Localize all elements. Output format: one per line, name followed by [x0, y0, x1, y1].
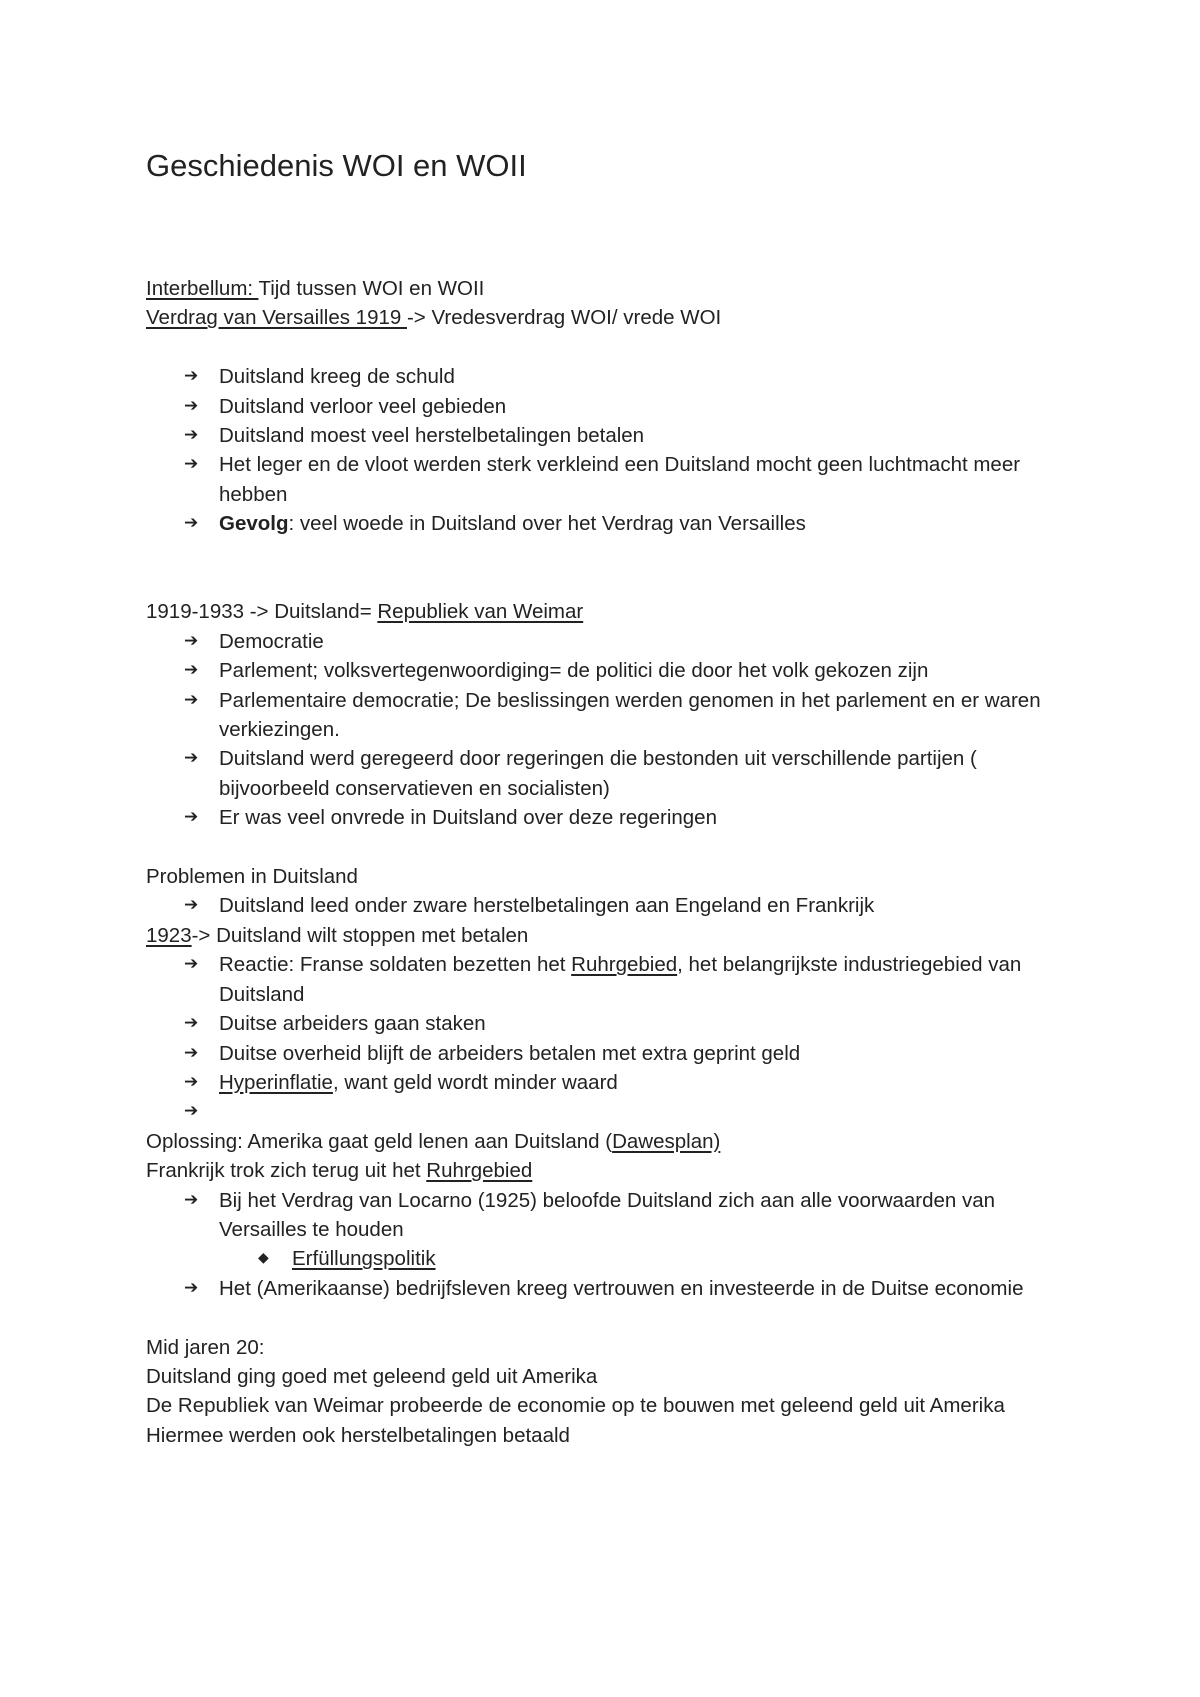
- list-item: ➔ Het leger en de vloot werden sterk verkleind een Duitsland mocht geen luchtmacht meer hebben: [146, 450, 1076, 509]
- dawesplan-link: Dawesplan): [612, 1129, 721, 1153]
- interbellum-line: [146, 274, 1076, 303]
- mid-line-2: De Republiek van Weimar probeerde de economie op te bouwen met geleend geld uit Amerika: [146, 1394, 1005, 1418]
- arrow-bullet-icon: ➔: [184, 660, 199, 681]
- list-item: ➔ Democratie: [146, 627, 1076, 656]
- gevolg-item: ➔ Gevolg: veel woede in Duitsland over het Verdrag van Versailles: [146, 509, 1076, 538]
- weimar-link: Republiek van Weimar: [377, 600, 584, 624]
- arrow-bullet-icon: ➔: [184, 425, 199, 446]
- document-body: [146, 274, 1076, 1450]
- arrow-bullet-icon: ➔: [184, 1042, 199, 1063]
- problemen-list: [146, 891, 1076, 920]
- arrow-bullet-icon: ➔: [184, 366, 199, 387]
- sub-list-item: [146, 1244, 1076, 1273]
- arrow-bullet-icon: ➔: [184, 895, 199, 916]
- spacer: [146, 333, 1076, 362]
- list-item: ➔ Hyperinflatie, want geld wordt minder waard: [146, 1068, 1076, 1097]
- arrow-bullet-icon: ➔: [184, 954, 199, 975]
- list-item: ➔ Reactie: Franse soldaten bezetten het Ruhrgebied, het belangrijkste industriegebied van Duitsland: [146, 950, 1076, 1009]
- list-item: ➔ Duitsland leed onder zware herstelbetalingen aan Engeland en Frankrijk: [146, 891, 1076, 920]
- arrow-bullet-icon: ➔: [184, 807, 199, 828]
- list-item: ➔ Duitsland werd geregeerd door regeringen die bestonden uit verschillende partijen ( bijvoorbeeld conservatieven en socialisten): [146, 744, 1076, 803]
- year-1923: 1923: [146, 923, 192, 947]
- spacer: [146, 833, 1076, 862]
- arrow-bullet-icon: ➔: [184, 1277, 199, 1298]
- erfullungspolitik-link: Erfüllungspolitik: [292, 1247, 436, 1271]
- arrow-bullet-icon: ➔: [184, 1101, 199, 1122]
- list-item: ➔ Parlementaire democratie; De beslissingen werden genomen in het parlement en er waren verkiezingen.: [146, 686, 1076, 745]
- frankrijk-line: Frankrijk trok zich terug uit het Ruhrgebied: [146, 1159, 533, 1183]
- weimar-list: [146, 627, 1076, 833]
- empty-list-item: [146, 1097, 1076, 1126]
- list-item: ➔ Parlement; volksvertegenwoordiging= de politici die door het volk gekozen zijn: [146, 656, 1076, 685]
- diamond-bullet-icon: ◆: [258, 1250, 269, 1267]
- interbellum-label: Interbellum:: [146, 277, 259, 300]
- weimar-heading: 1919-1933 -> Duitsland= Republiek van Weimar: [146, 600, 584, 624]
- versailles-label: Verdrag van Versailles 1919: [146, 306, 407, 330]
- spacer: [146, 1303, 1076, 1332]
- hyperinflatie-link: Hyperinflatie: [219, 1070, 333, 1094]
- mid-line-3: Hiermee werden ook herstelbetalingen betaald: [146, 1423, 570, 1447]
- list-item: ➔ Er was veel onvrede in Duitsland over deze regeringen: [146, 803, 1076, 832]
- arrow-bullet-icon: ➔: [184, 748, 199, 769]
- list-item: ➔ Duitsland moest veel herstelbetalingen betalen: [146, 421, 1076, 450]
- list-item: ➔ Bij het Verdrag van Locarno (1925) beloofde Duitsland zich aan alle voorwaarden van Versailles te houden: [146, 1186, 1076, 1245]
- list-item: ➔ Duitsland verloor veel gebieden: [146, 392, 1076, 421]
- list-item: ➔ Het (Amerikaanse) bedrijfsleven kreeg vertrouwen en investeerde in de Duitse economie: [146, 1274, 1076, 1303]
- versailles-text: -> Vredesverdrag WOI/ vrede WOI: [406, 306, 722, 330]
- arrow-bullet-icon: ➔: [184, 395, 199, 416]
- locarno-list: [146, 1186, 1076, 1304]
- arrow-bullet-icon: ➔: [184, 1071, 199, 1092]
- ruhrgebied-link: Ruhrgebied: [571, 953, 678, 977]
- list-item: ➔ Duitsland kreeg de schuld: [146, 362, 1076, 391]
- arrow-bullet-icon: ➔: [184, 689, 199, 710]
- oplossing-line: Oplossing: Amerika gaat geld lenen aan Duitsland (Dawesplan): [146, 1129, 721, 1153]
- document-title: Geschiedenis WOI en WOII: [146, 148, 527, 183]
- gevolg-label: Gevolg: [219, 512, 289, 536]
- arrow-bullet-icon: ➔: [184, 454, 199, 475]
- interbellum-text: Tijd tussen WOI en WOII: [258, 277, 485, 300]
- ruhr-list: [146, 950, 1076, 1126]
- arrow-bullet-icon: ➔: [184, 1189, 199, 1210]
- arrow-bullet-icon: ➔: [184, 630, 199, 651]
- ruhrgebied-link: Ruhrgebied: [426, 1159, 533, 1183]
- list-item: ➔ Duitse arbeiders gaan staken: [146, 1009, 1076, 1038]
- mid-heading: Mid jaren 20:: [146, 1335, 265, 1359]
- mid-line-1: Duitsland ging goed met geleend geld uit Amerika: [146, 1364, 598, 1388]
- arrow-bullet-icon: ➔: [184, 513, 199, 534]
- spacer: [146, 539, 1076, 598]
- arrow-bullet-icon: ➔: [184, 1013, 199, 1034]
- versailles-line: [146, 303, 1076, 332]
- versailles-list: [146, 362, 1076, 538]
- list-item: ➔ Duitse overheid blijft de arbeiders betalen met extra geprint geld: [146, 1039, 1076, 1068]
- year-1923-line: 1923-> Duitsland wilt stoppen met betalen: [146, 923, 529, 947]
- problemen-heading: Problemen in Duitsland: [146, 865, 358, 889]
- document-page: [146, 0, 1076, 1697]
